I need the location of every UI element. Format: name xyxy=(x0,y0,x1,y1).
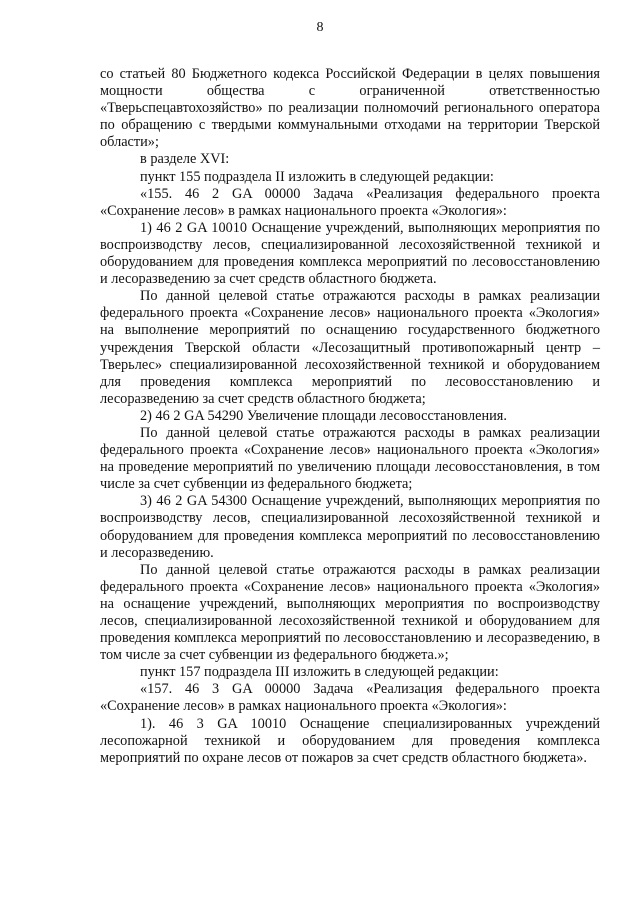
paragraph-item-1: 1) 46 2 GA 10010 Оснащение учреждений, выполняющих мероприятия по воспроизводству лесов, специализированной лесохозяйственной техникой и оборудованием для проведения комплекса мероприятий по лесовосстановлению и лесоразведению за счет средств областного бюджета. xyxy=(100,219,600,288)
paragraph-point-157-item-1: 1). 46 3 GA 10010 Оснащение специализированных учреждений лесопожарной техникой и оборудованием для проведения комплекса мероприятий по охране лесов от пожаров за счет средств областного бюджета». xyxy=(100,715,600,766)
paragraph-point-157: «157. 46 3 GA 00000 Задача «Реализация федерального проекта «Сохранение лесов» в рамках национального проекта «Экология»: xyxy=(100,681,600,715)
page-number: 8 xyxy=(316,20,324,35)
paragraph-continuation: со статьей 80 Бюджетного кодекса Российской Федерации в целях повышения мощности общества с ограниченной ответственностью «Тверьспецавтохозяйство» по реализации полномочий регионального оператора по обращению с твердыми коммунальными отходами на территории Тверской области»; xyxy=(100,66,600,151)
paragraph-item-3-description: По данной целевой статье отражаются расходы в рамках реализации федерального проекта «Сохранение лесов» национального проекта «Экология» на оснащение учреждений, выполняющих мероприятия по воспроизводству лесов, специализированной лесохозяйственной техникой и оборудованием для проведения комплекса мероприятий по лесовосстановлению и лесоразведению, в том числе за счет субвенции из федерального бюджета.»; xyxy=(100,561,600,664)
paragraph-item-3: 3) 46 2 GA 54300 Оснащение учреждений, выполняющих мероприятия по воспроизводству лесов, специализированной лесохозяйственной техникой и оборудованием для проведения комплекса мероприятий по лесовосстановлению и лесоразведению. xyxy=(100,493,600,561)
paragraph-item-2-description: По данной целевой статье отражаются расходы в рамках реализации федерального проекта «Сохранение лесов» национального проекта «Экология» на проведение мероприятий по увеличению площади лесовосстановления, в том числе за счет субвенции из федерального бюджета; xyxy=(100,424,600,493)
paragraph-item-1-description: По данной целевой статье отражаются расходы в рамках реализации федерального проекта «Сохранение лесов» национального проекта «Экология» на выполнение мероприятий по оснащению государственного бюджетного учреждения Тверской области «Лесозащитный противопожарный центр – Тверьлес» специализированной лесохозяйственной техникой и оборудованием для проведения комплекса мероприятий по лесовосстановлению и лесоразведению за счет средств областного бюджета; xyxy=(100,288,600,407)
paragraph-item-2: 2) 46 2 GA 54290 Увеличение площади лесовосстановления. xyxy=(140,407,507,424)
paragraph-point-157-intro: пункт 157 подраздела III изложить в следующей редакции: xyxy=(140,664,499,681)
paragraph-section-xvi: в разделе XVI: xyxy=(140,151,230,168)
paragraph-point-155: «155. 46 2 GA 00000 Задача «Реализация федерального проекта «Сохранение лесов» в рамках национального проекта «Экология»: xyxy=(100,185,600,219)
paragraph-point-155-intro: пункт 155 подраздела II изложить в следующей редакции: xyxy=(140,168,494,185)
document-body xyxy=(100,66,600,767)
